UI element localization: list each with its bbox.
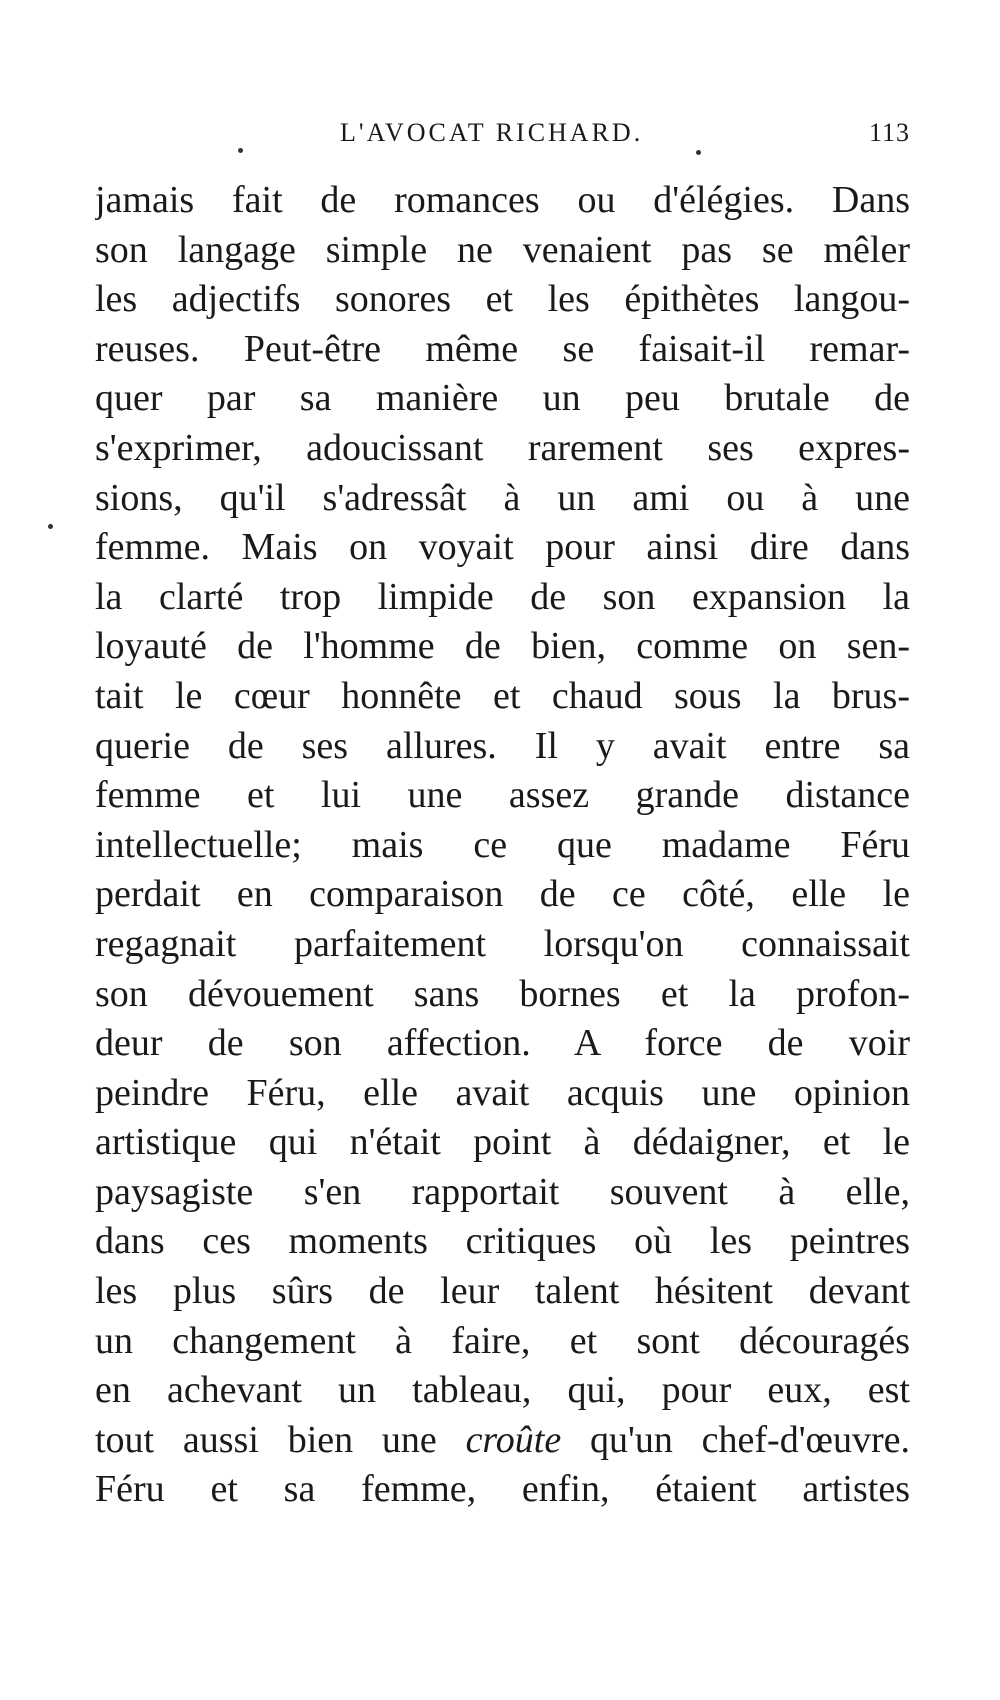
text-line: tait le cœur honnête et chaud sous la brus-	[95, 674, 910, 717]
line-part: tout aussi bien une	[95, 1418, 437, 1461]
text-line: un changement à faire, et sont découragés	[95, 1319, 910, 1362]
text-line: deur de son affection. A force de voir	[95, 1022, 910, 1065]
text-line: sions, qu'il s'adressât à un ami ou à une	[95, 476, 910, 519]
text-line: perdait en comparaison de ce côté, elle le	[95, 873, 910, 916]
print-speck	[696, 150, 701, 155]
line-part: qu'un chef-d'œuvre.	[590, 1418, 910, 1461]
text-line: femme et lui une assez grande distance	[95, 774, 910, 817]
print-speck	[238, 148, 243, 153]
text-line: reuses. Peut-être même se faisait-il remar-	[95, 327, 910, 370]
text-line: paysagiste s'en rapportait souvent à elle,	[95, 1170, 910, 1213]
page-number: 113	[868, 118, 910, 147]
text-line: les adjectifs sonores et les épithètes langou-	[95, 278, 910, 321]
body-text	[95, 176, 910, 1515]
text-line: femme. Mais on voyait pour ainsi dire dans	[95, 526, 910, 569]
text-line: loyauté de l'homme de bien, comme on sen-	[95, 625, 910, 668]
text-line: peindre Féru, elle avait acquis une opinion	[95, 1071, 910, 1114]
running-title: L'AVOCAT RICHARD.	[340, 118, 644, 147]
text-line: en achevant un tableau, qui, pour eux, est	[95, 1369, 910, 1412]
italic-word: croûte	[465, 1418, 562, 1461]
print-speck	[48, 524, 53, 529]
text-line: jamais fait de romances ou d'élégies. Dans	[95, 179, 910, 221]
text-line: les plus sûrs de leur talent hésitent devant	[95, 1270, 910, 1313]
text-line: querie de ses allures. Il y avait entre sa	[95, 724, 910, 767]
text-line: son langage simple ne venaient pas se mêler	[95, 228, 910, 271]
text-line: quer par sa manière un peu brutale de	[95, 377, 910, 420]
text-line: s'exprimer, adoucissant rarement ses expres-	[95, 426, 910, 469]
text-line: la clarté trop limpide de son expansion la	[95, 575, 910, 618]
text-line: dans ces moments critiques où les peintres	[95, 1220, 910, 1263]
text-line-with-italic	[95, 1416, 910, 1466]
text-line: regagnait parfaitement lorsqu'on connaissait	[95, 922, 910, 965]
text-line: artistique qui n'était point à dédaigner, et le	[95, 1121, 910, 1164]
text-line: Féru et sa femme, enfin, étaient artistes	[95, 1468, 910, 1511]
text-line: intellectuelle; mais ce que madame Féru	[95, 823, 910, 866]
running-head	[95, 118, 910, 158]
text-line: son dévouement sans bornes et la profon-	[95, 972, 910, 1015]
